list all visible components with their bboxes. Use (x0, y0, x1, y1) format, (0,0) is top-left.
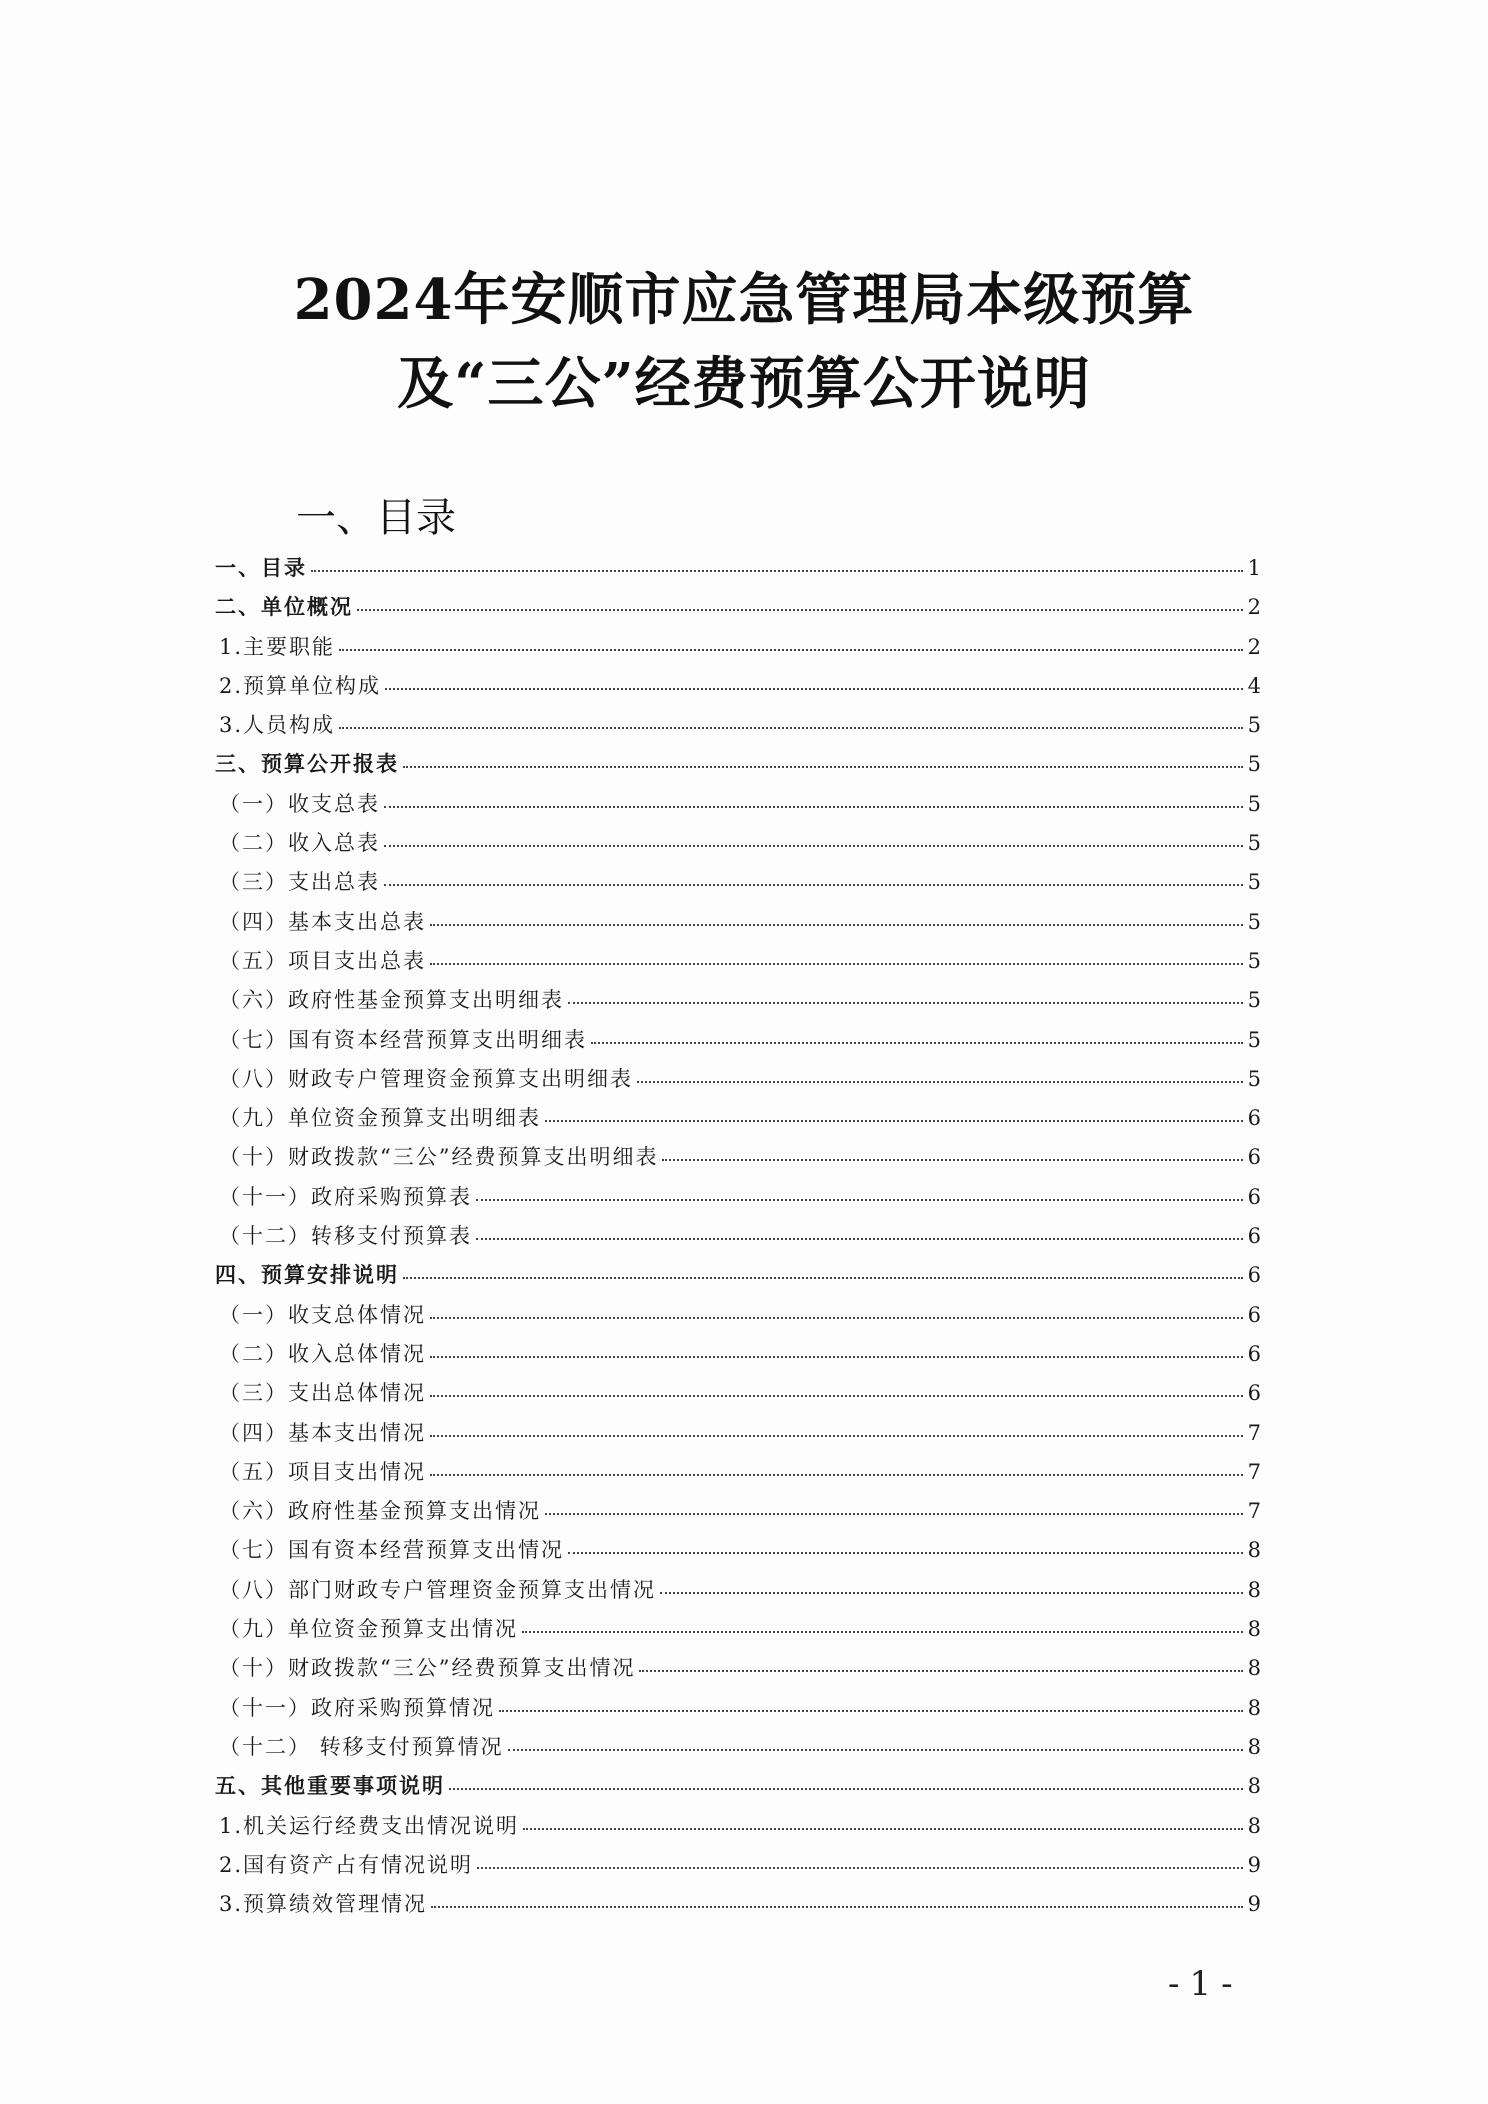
toc-entry[interactable] (215, 1181, 1261, 1220)
toc-leader-dots (430, 924, 1243, 926)
toc-entry-page: 9 (1247, 1892, 1261, 1917)
toc-entry[interactable] (215, 788, 1261, 827)
toc-leader-dots (476, 1238, 1243, 1240)
toc-leader-dots (660, 1592, 1243, 1594)
toc-entry[interactable] (215, 1495, 1261, 1534)
toc-entry[interactable] (215, 1456, 1261, 1495)
toc-entry-label: （四）基本支出总表 (219, 909, 426, 934)
toc-leader-dots (431, 1906, 1243, 1908)
toc-entry-label: （五）项目支出总表 (219, 948, 426, 973)
toc-leader-dots (591, 1042, 1243, 1044)
toc-entry-label: （七）国有资本经营预算支出情况 (219, 1538, 564, 1563)
toc-entry-label: （十一）政府采购预算表 (219, 1184, 472, 1209)
toc-entry-page: 5 (1247, 870, 1261, 895)
toc-entry-page: 8 (1247, 1617, 1261, 1642)
toc-entry[interactable] (215, 945, 1261, 984)
toc-leader-dots (430, 1395, 1243, 1397)
toc-entry[interactable] (215, 748, 1261, 787)
toc-entry-label: （七）国有资本经营预算支出明细表 (219, 1027, 587, 1052)
toc-leader-dots (637, 1081, 1243, 1083)
toc-entry[interactable] (215, 1770, 1261, 1809)
toc-entry-label: 一、目录 (215, 556, 307, 580)
toc-entry-label: （十二） 转移支付预算情况 (219, 1734, 504, 1759)
toc-entry-label: （六）政府性基金预算支出明细表 (219, 988, 564, 1013)
toc-entry-page: 5 (1247, 713, 1261, 738)
toc-leader-dots (357, 609, 1243, 611)
toc-entry-page: 8 (1247, 1577, 1261, 1602)
toc-entry[interactable] (215, 1534, 1261, 1573)
toc-leader-dots (568, 1002, 1243, 1004)
toc-entry-label: 1.机关运行经费支出情况说明 (219, 1813, 520, 1838)
toc-entry-page: 8 (1247, 1656, 1261, 1681)
toc-entry-label: （八）财政专户管理资金预算支出明细表 (219, 1066, 633, 1091)
toc-entry[interactable] (215, 1888, 1261, 1927)
toc-leader-dots (384, 806, 1243, 808)
toc-entry[interactable] (215, 1141, 1261, 1180)
toc-entry-page: 5 (1247, 909, 1261, 934)
toc-entry[interactable] (215, 709, 1261, 748)
toc-entry-page: 8 (1247, 1538, 1261, 1563)
toc-entry[interactable] (215, 1220, 1261, 1259)
toc-entry-label: 2.国有资产占有情况说明 (219, 1852, 474, 1877)
toc-entry-page: 8 (1247, 1734, 1261, 1759)
toc-entry-page: 2 (1247, 595, 1261, 620)
toc-entry-page: 5 (1247, 1027, 1261, 1052)
toc-entry-page: 6 (1247, 1224, 1261, 1249)
toc-leader-dots (403, 1277, 1243, 1279)
toc-entry[interactable] (215, 591, 1261, 630)
toc-entry-page: 5 (1247, 791, 1261, 816)
toc-leader-dots (545, 1513, 1243, 1515)
toc-entry-page: 8 (1247, 1695, 1261, 1720)
toc-leader-dots (430, 963, 1243, 965)
toc-entry-label: （十二）转移支付预算表 (219, 1224, 472, 1249)
toc-entry-label: （二）收入总表 (219, 831, 380, 856)
toc-entry[interactable] (215, 984, 1261, 1023)
toc-leader-dots (545, 1120, 1243, 1122)
toc-entry-label: 四、预算安排说明 (215, 1263, 399, 1288)
toc-entry-label: 二、单位概况 (215, 595, 353, 620)
toc-entry-page: 5 (1247, 988, 1261, 1013)
toc-leader-dots (522, 1631, 1243, 1633)
document-title (0, 258, 1488, 426)
toc-entry-label: （六）政府性基金预算支出情况 (219, 1499, 541, 1524)
toc-entry-page: 7 (1247, 1499, 1261, 1524)
toc-entry-page: 5 (1247, 831, 1261, 856)
toc-entry-label: （十）财政拨款“三公”经费预算支出明细表 (219, 1145, 659, 1170)
toc-entry-label: （十）财政拨款“三公”经费预算支出情况 (219, 1656, 636, 1681)
toc-entry-label: 3.人员构成 (219, 713, 336, 738)
toc-entry-page: 6 (1247, 1381, 1261, 1406)
toc-entry[interactable] (215, 1338, 1261, 1377)
toc-leader-dots (311, 570, 1243, 572)
toc-entry[interactable] (215, 866, 1261, 905)
toc-entry-page: 2 (1247, 634, 1261, 659)
toc-entry-page: 6 (1247, 1145, 1261, 1170)
toc-entry[interactable] (215, 1259, 1261, 1298)
toc-entry[interactable] (215, 670, 1261, 709)
toc-entry[interactable] (215, 1377, 1261, 1416)
toc-entry-label: （五）项目支出情况 (219, 1459, 426, 1484)
toc-entry-page: 7 (1247, 1459, 1261, 1484)
toc-leader-dots (499, 1710, 1243, 1712)
toc-entry-label: （三）支出总表 (219, 870, 380, 895)
toc-entry-label: （一）收支总表 (219, 791, 380, 816)
toc-leader-dots (339, 649, 1243, 651)
toc-entry-label: （三）支出总体情况 (219, 1381, 426, 1406)
toc-entry-label: （九）单位资金预算支出情况 (219, 1617, 518, 1642)
toc-entry-label: 1.主要职能 (219, 634, 336, 659)
toc-entry-page: 5 (1247, 1066, 1261, 1091)
title-line-1: 2024年安顺市应急管理局本级预算 (293, 267, 1195, 333)
toc-entry-label: （二）收入总体情况 (219, 1341, 426, 1366)
toc-leader-dots (639, 1670, 1243, 1672)
toc-entry-label: （四）基本支出情况 (219, 1420, 426, 1445)
title-line-2: 及“三公”经费预算公开说明 (397, 351, 1091, 417)
toc-entry[interactable] (215, 827, 1261, 866)
toc-entry[interactable] (215, 1810, 1261, 1849)
toc-entry-label: （十一）政府采购预算情况 (219, 1695, 495, 1720)
toc-entry-page: 6 (1247, 1341, 1261, 1366)
toc-leader-dots (430, 1317, 1243, 1319)
toc-entry[interactable] (215, 1574, 1261, 1613)
toc-entry[interactable] (215, 1613, 1261, 1652)
toc-leader-dots (384, 884, 1243, 886)
toc-entry[interactable] (215, 552, 1261, 591)
toc-leader-dots (476, 1199, 1243, 1201)
toc-entry[interactable] (215, 1692, 1261, 1731)
toc-entry[interactable] (215, 631, 1261, 670)
toc-leader-dots (477, 1867, 1243, 1869)
toc-entry[interactable] (215, 1102, 1261, 1141)
toc-entry-page: 6 (1247, 1184, 1261, 1209)
toc-leader-dots (523, 1828, 1243, 1830)
toc-leader-dots (508, 1749, 1243, 1751)
toc-entry[interactable] (215, 1849, 1261, 1888)
toc-entry-page: 6 (1247, 1263, 1261, 1288)
toc-leader-dots (403, 766, 1243, 768)
toc-entry-page: 8 (1247, 1774, 1261, 1799)
toc-leader-dots (430, 1356, 1243, 1358)
toc-entry[interactable] (215, 1063, 1261, 1102)
toc-entry[interactable] (215, 1731, 1261, 1770)
toc-entry-page: 8 (1247, 1813, 1261, 1838)
toc-entry-label: 三、预算公开报表 (215, 752, 399, 777)
toc-entry-label: 2.预算单位构成 (219, 673, 382, 698)
toc-entry-page: 7 (1247, 1420, 1261, 1445)
toc-leader-dots (385, 688, 1243, 690)
page-number: -1- (1168, 1964, 1243, 2004)
toc-heading: 一、目录 (296, 495, 456, 541)
toc-entry[interactable] (215, 1299, 1261, 1338)
toc-entry-page: 1 (1247, 556, 1261, 580)
toc-entry-label: （一）收支总体情况 (219, 1302, 426, 1327)
toc-leader-dots (449, 1788, 1243, 1790)
toc-entry-page: 4 (1247, 673, 1261, 698)
toc-leader-dots (339, 727, 1243, 729)
toc-leader-dots (430, 1474, 1243, 1476)
toc-entry[interactable] (215, 906, 1261, 945)
toc-entry[interactable] (215, 1417, 1261, 1456)
toc-leader-dots (568, 1552, 1243, 1554)
toc-entry-label: （九）单位资金预算支出明细表 (219, 1106, 541, 1131)
toc-entry-page: 6 (1247, 1106, 1261, 1131)
toc-leader-dots (662, 1159, 1243, 1161)
toc-leader-dots (430, 1435, 1243, 1437)
toc-entry-page: 5 (1247, 948, 1261, 973)
toc-entry[interactable] (215, 1652, 1261, 1691)
table-of-contents (215, 552, 1261, 1927)
toc-entry-page: 6 (1247, 1302, 1261, 1327)
toc-entry-page: 9 (1247, 1852, 1261, 1877)
toc-entry-label: 五、其他重要事项说明 (215, 1774, 445, 1799)
toc-entry-page: 5 (1247, 752, 1261, 777)
toc-leader-dots (384, 845, 1243, 847)
toc-entry[interactable] (215, 1024, 1261, 1063)
toc-entry-label: 3.预算绩效管理情况 (219, 1892, 428, 1917)
toc-entry-label: （八）部门财政专户管理资金预算支出情况 (219, 1577, 656, 1602)
